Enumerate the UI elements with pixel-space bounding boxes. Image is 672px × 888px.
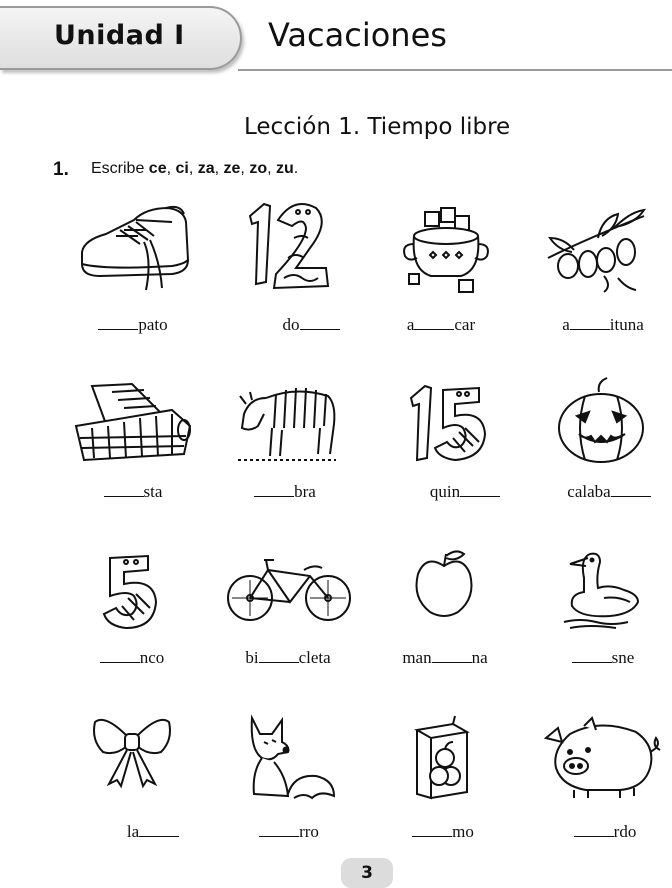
syllable: ce [148, 160, 167, 177]
answer-blank[interactable] [414, 315, 454, 330]
answer-blank[interactable] [412, 822, 452, 837]
zebra-icon [236, 384, 340, 464]
pumpkin-icon [555, 378, 647, 466]
word-item: sta [58, 482, 208, 502]
answer-blank[interactable] [104, 482, 144, 497]
word-item: mo [368, 822, 518, 842]
word-item: sne [528, 648, 672, 668]
juice-box-icon [413, 716, 471, 800]
apple-icon [410, 548, 480, 620]
separator: , [267, 160, 276, 177]
shoe-icon [76, 200, 196, 295]
word-item: quin [390, 482, 540, 502]
sugar-bowl-icon [401, 204, 491, 296]
number-fifteen-icon [403, 382, 493, 464]
word-item: rdo [530, 822, 672, 842]
syllable: zu [275, 160, 294, 177]
answer-blank[interactable] [100, 648, 140, 663]
lesson-title: Lección 1. Tiempo libre [244, 114, 511, 140]
answer-blank[interactable] [259, 822, 299, 837]
fox-icon [238, 714, 338, 804]
syllable: ze [223, 160, 241, 177]
basket-icon [72, 382, 194, 464]
bow-icon [91, 714, 173, 788]
word-item: bra [210, 482, 360, 502]
answer-blank[interactable] [574, 822, 614, 837]
answer-blank[interactable] [570, 315, 610, 330]
instruction-prefix: Escribe [91, 160, 149, 177]
pig-icon [540, 716, 664, 800]
header-divider [238, 69, 672, 71]
separator: , [214, 160, 224, 177]
word-item: bi cleta [245, 648, 331, 667]
answer-blank[interactable] [572, 648, 612, 663]
separator: , [188, 160, 198, 177]
syllable: zo [249, 160, 268, 177]
answer-blank[interactable] [139, 822, 179, 837]
unit-label: Unidad I [54, 20, 185, 51]
answer-blank[interactable] [98, 315, 138, 330]
goose-icon [560, 548, 642, 632]
word-item: a ituna [562, 315, 644, 334]
word-item: calaba [548, 482, 670, 502]
word-item: pato [58, 315, 208, 335]
bicycle-icon [224, 548, 356, 626]
word-item: la [78, 822, 228, 842]
separator: , [166, 160, 176, 177]
syllable: za [197, 160, 215, 177]
number-five-icon [96, 552, 160, 632]
syllable: ci [175, 160, 189, 177]
word-item: man na [402, 648, 488, 667]
instruction-suffix: . [293, 160, 299, 177]
answer-blank[interactable] [460, 482, 500, 497]
answer-blank[interactable] [259, 648, 299, 663]
exercise-instruction [91, 160, 298, 178]
unit-title: Vacaciones [268, 16, 447, 54]
answer-blank[interactable] [611, 482, 651, 497]
answer-blank[interactable] [300, 315, 340, 330]
page-number: 3 [341, 858, 393, 888]
word-item: do [236, 315, 386, 335]
answer-blank[interactable] [254, 482, 294, 497]
answer-blank[interactable] [432, 648, 472, 663]
separator: , [240, 160, 250, 177]
number-twelve-icon [244, 198, 334, 293]
word-item: rro [214, 822, 364, 842]
word-item: a car [406, 315, 476, 334]
exercise-number: 1. [53, 159, 69, 180]
olive-branch-icon [544, 208, 650, 292]
word-item: nco [57, 648, 207, 668]
